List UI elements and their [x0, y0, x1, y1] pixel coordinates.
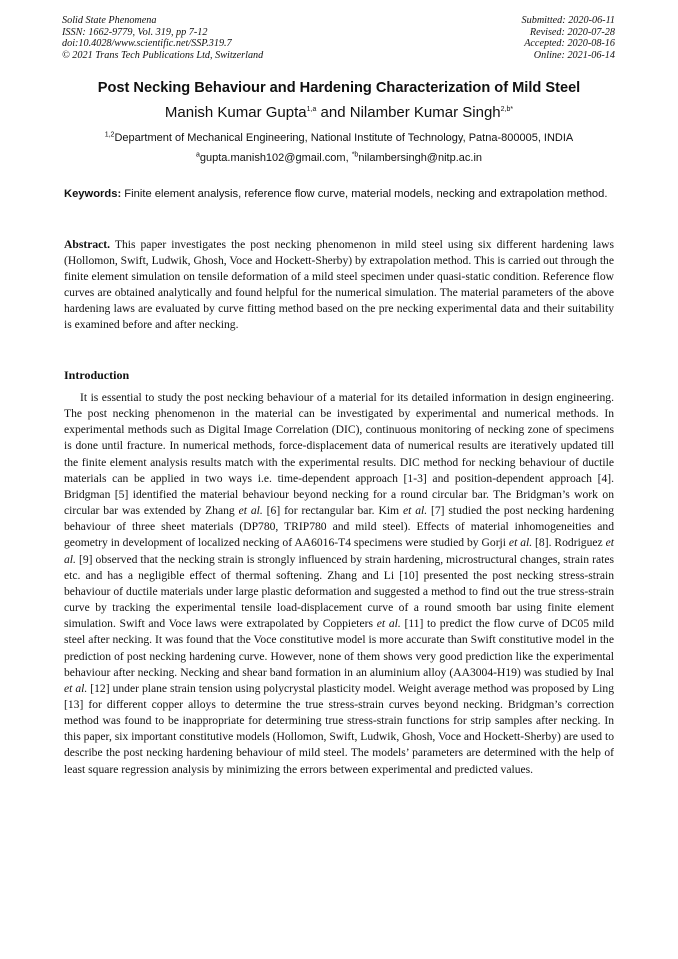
revised-date: Revised: 2020-07-28	[529, 26, 615, 38]
doi: doi:10.4028/www.scientific.net/SSP.319.7	[62, 38, 232, 50]
author-1: Manish Kumar Gupta	[164, 104, 307, 121]
affiliation-text: Department of Mechanical Engineering, National Institute of Technology, Patna-800005, INDIA	[114, 132, 574, 144]
author-1-sup: 1,a	[306, 106, 317, 113]
dates-info	[522, 15, 615, 61]
keywords-label: Keywords:	[64, 188, 122, 200]
intro-text-2: [6] for rectangular bar. Kim	[262, 504, 403, 518]
email-a: gupta.manish102@gmail.com,	[199, 152, 352, 164]
journal-name: Solid State Phenomena	[62, 15, 157, 26]
author-2: Nilamber Kumar Singh	[349, 104, 501, 121]
emails	[40, 152, 638, 164]
affiliation-sup: 1,2	[104, 131, 115, 139]
intro-text-6: [11] to predict the flow curve of DC05 mild steel after necking. It was found that the Voce constitutive model is more accurate than Swift constitutive model in the prediction of post necking hardening curve. However, none of them shows very good prediction like the experimental behaviour after necking. Necking and shear band formation in an aluminium alloy (AA3004-H19) was studied by Inal	[64, 617, 615, 679]
keywords-text: Finite element analysis, reference flow curve, material models, necking and extrapolation method.	[121, 188, 608, 200]
intro-etal-1: et al.	[238, 504, 263, 518]
intro-text-1: It is essential to study the post necking behaviour of a material for its detailed information in design engineering. The post necking phenomenon in the material can be investigated by experimental and numerical methods. In experimental methods such as Digital Image Correlation (DIC), continuous monitoring of necking zone of specimens is done until fracture. In numerical methods, force-displacement data of numerical results are iteratively updated till the finite element analysis results match with the experimental results. DIC method for necking behaviour of ductile materials can be applied in two ways i.e. time-dependent approach [1-3] and position-dependent approach [4]. Bridgman [5] identified the material behaviour beyond necking for a round circular bar. The Bridgman’s work on circular bar was extended by Zhang	[64, 391, 614, 518]
paper-title: Post Necking Behaviour and Hardening Characterization of Mild Steel	[97, 80, 581, 96]
intro-etal-3: et al.	[508, 536, 533, 550]
introduction-heading: Introduction	[64, 368, 130, 382]
email-a-sup: a	[195, 151, 200, 159]
online-date: Online: 2021-06-14	[533, 49, 615, 61]
intro-etal-4: et al.	[64, 536, 614, 566]
email-b-sup: *b	[351, 151, 359, 159]
introduction-body	[64, 390, 614, 778]
intro-text-4: [8]. Rodriguez	[532, 536, 606, 550]
abstract-text: This paper investigates the post necking phenomenon in mild steel using six different hardening laws (Hollomon, Swift, Ludwik, Ghosh, Voce and Hockett-Sherby) by extrapolation method. This is carried out through the finite element simulation on tensile deformation of a mild steel specimen under quasi-static condition. Reference flow curves are obtained analytically and found helpful for the numerical simulation. The material parameters of the above hardening laws are evaluated by curve fitting method based on the pre necking experimental data and their suitability is examined before and after necking.	[64, 238, 614, 331]
authors	[40, 104, 638, 121]
issn: ISSN: 1662-9779, Vol. 319, pp 7-12	[62, 26, 208, 38]
affiliation	[40, 132, 638, 144]
accepted-date: Accepted: 2020-08-16	[524, 38, 615, 50]
keywords	[64, 187, 614, 201]
intro-text-7: [12] under plane strain tension using polycrystal plasticity model. Weight average method was proposed by Ling [13] for different copper alloys to determine the true stress-strain curves beyond necking. Bridgman’s correction method was found to be inappropriate for determining true stress-strain functions for strip samples after necking. In this paper, six important constitutive models (Hollomon, Swift, Ludwik, Ghosh, Voce and Hockett-Sherby) are used to describe the post necking hardening behaviour of mild steel. The models’ parameters are determined with the help of least square regression analysis by minimizing the errors between experimental and predicted values.	[64, 681, 614, 776]
intro-etal-6: et al.	[64, 681, 88, 695]
intro-text-5: [9] observed that the necking strain is strongly influenced by strain hardening, microstructural changes, strain rates etc. and has a negligible effect of thermal softening. Zhang and Li [10] presented the post necking stress-strain behaviour of ductile materials under large plastic deformation and suggested a method to find out the true stress-strain curve by tracking the experimental tensile load-displacement curve of a round smooth bar using finite element simulation. Swift and Voce laws were extrapolated by Coppieters	[64, 552, 614, 631]
abstract-label: Abstract.	[64, 238, 111, 251]
abstract	[64, 237, 614, 333]
intro-etal-5: et al.	[376, 617, 401, 631]
intro-etal-2: et al.	[402, 504, 428, 518]
email-b: nilambersingh@nitp.ac.in	[358, 152, 483, 164]
intro-text-3: [7] studied the post necking hardening behaviour of three sheet materials (DP780, TRIP780 and mild steel). Effects of material inhomogeneities and geometry in development of localized necking of AA6016-T4 specimens were studied by Gorji	[64, 504, 614, 550]
copyright: © 2021 Trans Tech Publications Ltd, Switzerland	[62, 49, 264, 61]
author-joiner: and	[316, 104, 350, 121]
author-2-sup: 2,b*	[500, 106, 514, 113]
submitted-date: Submitted: 2020-06-11	[521, 15, 615, 26]
journal-info	[62, 15, 263, 61]
